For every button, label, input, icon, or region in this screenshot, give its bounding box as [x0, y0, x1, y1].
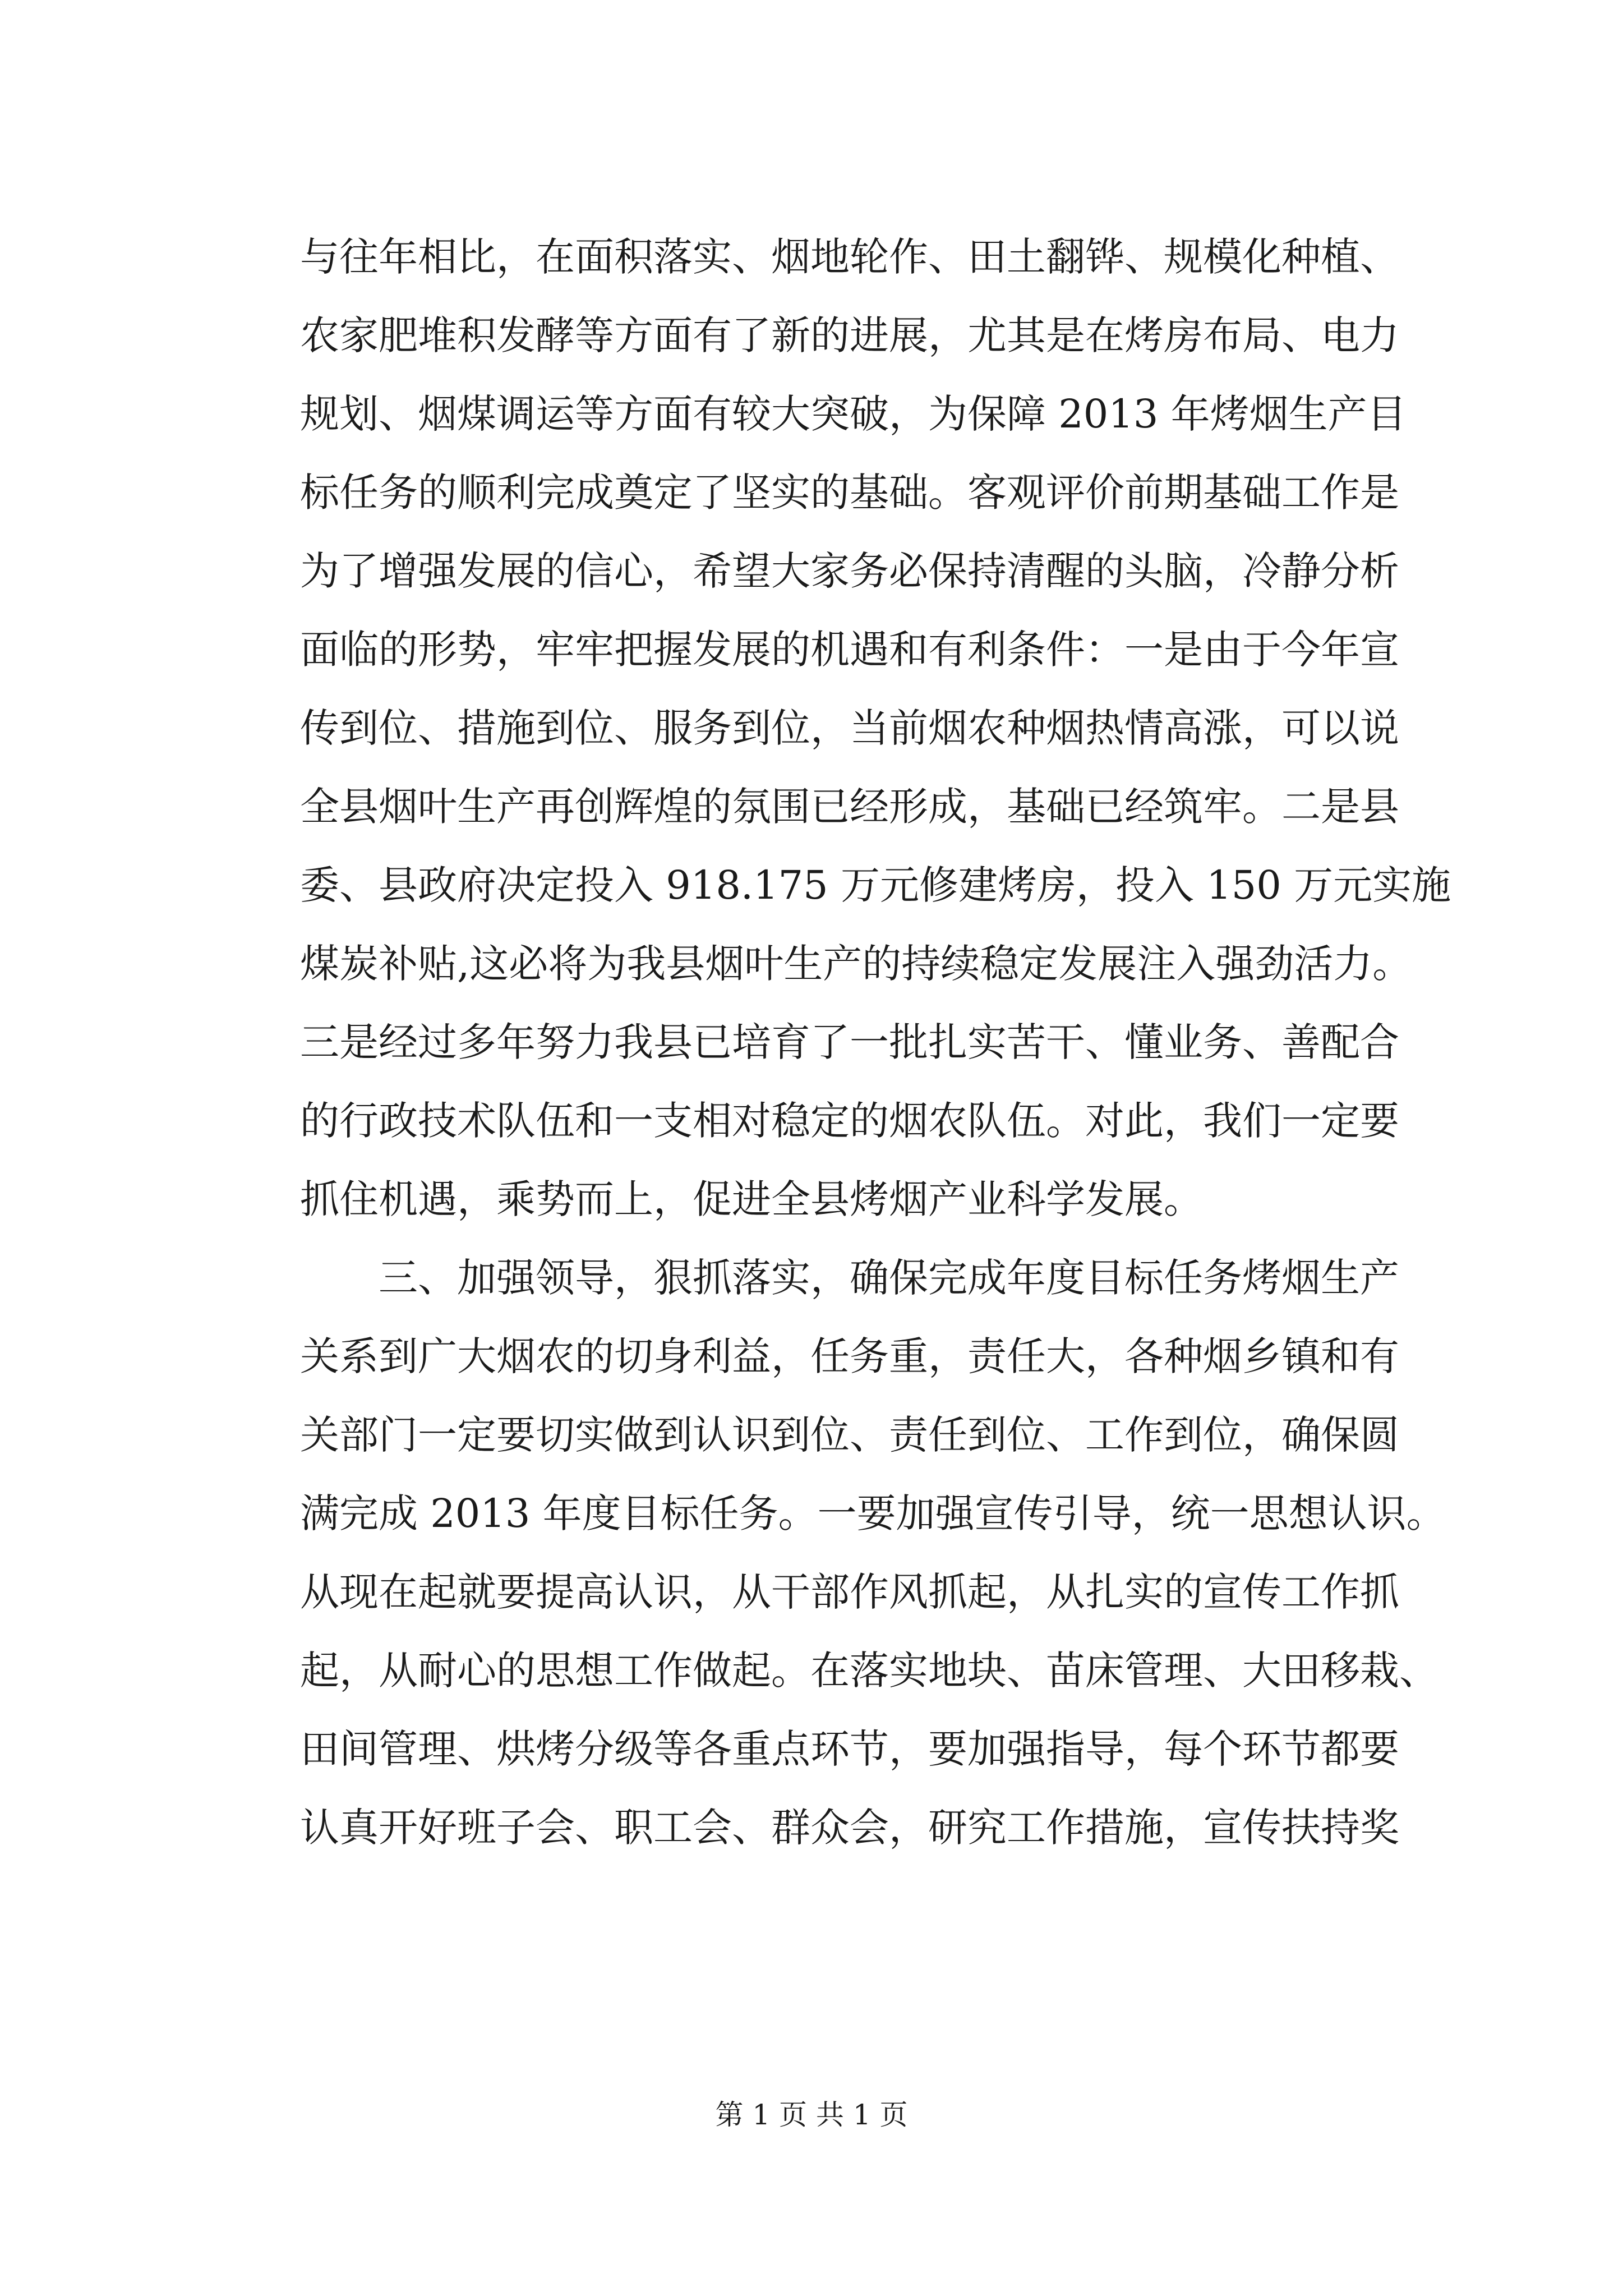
text-line: 关部门一定要切实做到认识到位、责任到位、工作到位，确保圆 — [300, 1412, 1399, 1458]
text-line: 农家肥堆积发酵等方面有了新的进展，尤其是在烤房布局、电力 — [300, 312, 1399, 358]
text-line: 满完成 2013 年度目标任务。一要加强宣传引导，统一思想认识。 — [300, 1490, 1446, 1536]
page-number-label: 第 1 页 共 1 页 — [715, 2099, 908, 2131]
text-line: 委、县政府决定投入 918.175 万元修建烤房，投入 150 万元实施 — [300, 862, 1451, 908]
body-text — [300, 218, 1451, 1867]
text-line: 传到位、措施到位、服务到位，当前烟农种烟热情高涨，可以说 — [300, 705, 1399, 751]
text-line: 为了增强发展的信心，希望大家务必保持清醒的头脑，冷静分析 — [300, 548, 1399, 594]
page-footer — [0, 2095, 1623, 2134]
text-line: 起，从耐心的思想工作做起。在落实地块、苗床管理、大田移栽、 — [300, 1648, 1438, 1694]
text-line: 全县烟叶生产再创辉煌的氛围已经形成，基础已经筑牢。二是县 — [300, 784, 1399, 830]
text-line: 面临的形势，牢牢把握发展的机遇和有利条件：一是由于今年宣 — [300, 627, 1399, 673]
text-line: 煤炭补贴,这必将为我县烟叶生产的持续稳定发展注入强劲活力。 — [300, 941, 1412, 987]
text-line: 规划、烟煤调运等方面有较大突破，为保障 2013 年烤烟生产目 — [300, 391, 1407, 437]
text-line: 标任务的顺利完成奠定了坚实的基础。客观评价前期基础工作是 — [300, 470, 1399, 516]
section-heading-line: 三、加强领导，狠抓落实，确保完成年度目标任务烤烟生产 — [379, 1255, 1399, 1301]
text-line: 三是经过多年努力我县已培育了一批扎实苦干、懂业务、善配合 — [300, 1019, 1399, 1065]
text-line: 关系到广大烟农的切身利益，任务重，责任大，各种烟乡镇和有 — [300, 1333, 1399, 1379]
text-line: 认真开好班子会、职工会、群众会，研究工作措施，宣传扶持奖 — [300, 1805, 1399, 1851]
text-line: 田间管理、烘烤分级等各重点环节，要加强指导，每个环节都要 — [300, 1726, 1399, 1772]
text-line: 从现在起就要提高认识，从干部作风抓起，从扎实的宣传工作抓 — [300, 1569, 1399, 1615]
text-line: 抓住机遇，乘势而上，促进全县烤烟产业科学发展。 — [300, 1176, 1203, 1222]
text-line: 的行政技术队伍和一支相对稳定的烟农队伍。对此，我们一定要 — [300, 1098, 1399, 1144]
text-line: 与往年相比，在面积落实、烟地轮作、田土翻铧、规模化种植、 — [300, 234, 1399, 280]
